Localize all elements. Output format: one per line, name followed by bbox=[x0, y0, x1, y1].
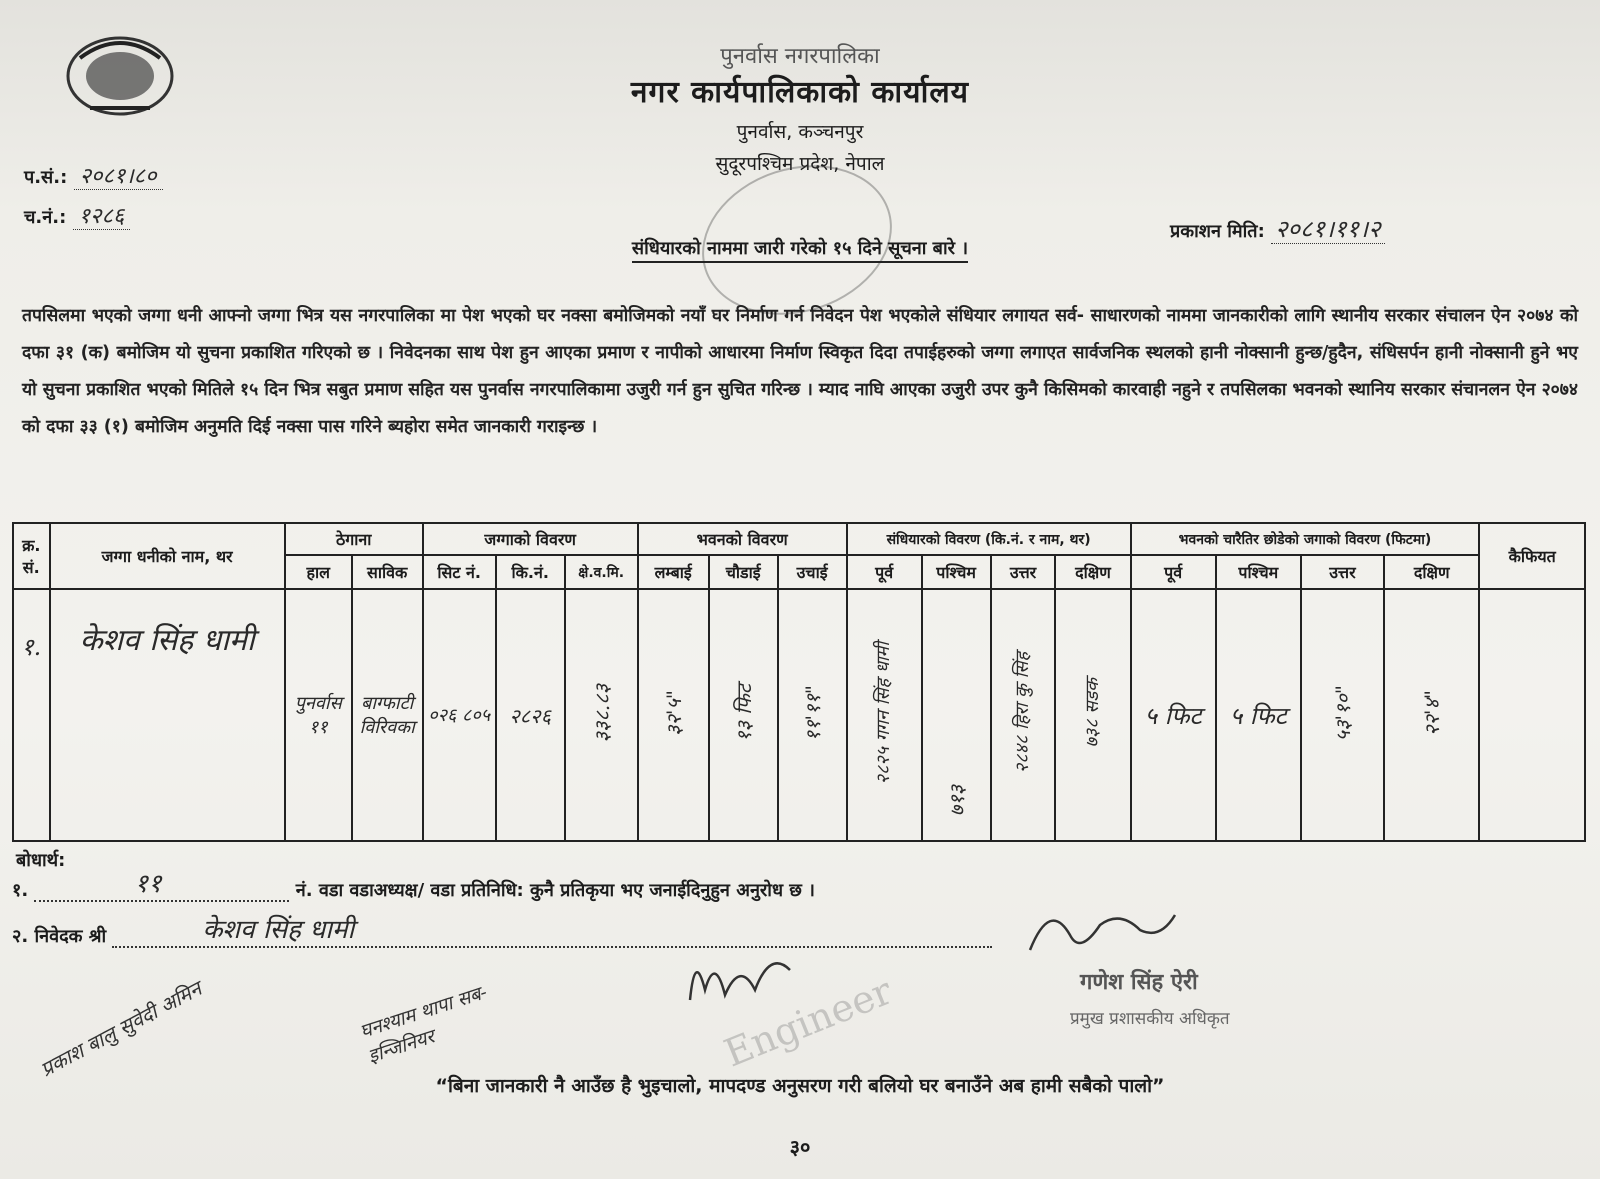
header-former: साविक bbox=[352, 555, 423, 589]
office-address: पुनर्वास, कञ्चनपुर bbox=[736, 121, 864, 143]
cao-title: प्रमुख प्रशासकीय अधिकृत bbox=[1070, 1009, 1230, 1029]
cc-line-1 bbox=[12, 869, 816, 902]
cao-signature-icon bbox=[1020, 895, 1180, 965]
header-n-north: उत्तर bbox=[991, 555, 1056, 589]
signature-surveyor: प्रकाश बालु सुवेदी अमिन bbox=[36, 976, 206, 1082]
applicant-name: केशव सिंह धामी bbox=[202, 915, 355, 945]
header-setback: भवनको चारैतिर छोडेको जगाको विवरण (फिटमा) bbox=[1131, 523, 1480, 555]
office-title: नगर कार्यपालिकाको कार्यालय bbox=[630, 75, 970, 110]
header-height: उचाई bbox=[778, 555, 847, 589]
notice-body: तपसिलमा भएको जग्गा धनी आफ्नो जग्गा भित्र यस नगरपालिका मा पेश भएको घर नक्सा बमोजिमको नयाँ घर निर्माण गर्न निवेदन पेश भएकोले संधियार लगायत सर्व- साधारणको नाममा जानकारीको लागि स्थानीय सरकार संचालन ऐन २०७४ को दफा ३१ (क) बमोजिम यो सुचना प्रकाशित गरिएको छ । निवेदनका साथ पेश हुन आएका प्रमाण र नापीको आधारमा निर्माण स्विकृत दिदा तपाईहरुको जग्गा लगाएत सार्वजनिक स्थलको हानी नोक्सानी हुन्छ/हुदैन, संधिसर्पन हानी नोक्सानी हुने भए यो सुचना प्रकाशित भएको मितिले १५ दिन भित्र सबुत प्रमाण सहित यस पुनर्वास नगरपालिकामा उजुरी गर्न हुन सुचित गरिन्छ । म्याद नाघि आएका उजुरी उपर कुनै किसिमको कारवाही नहुने र तपसिलका भवनको स्थानिय सरकार संचानलन ऐन २०७४ को दफा ३३ (१) बमोजिम अनुमति दिई नक्सा पास गरिने ब्यहोरा समेत जानकारी गराइन्छ । bbox=[22, 306, 1578, 437]
cell-sheet: ०२६ ८०५ bbox=[428, 705, 491, 726]
cell-current: पुनर्वास ११ bbox=[294, 693, 342, 738]
notice-subject bbox=[0, 236, 1600, 260]
header-address: ठेगाना bbox=[285, 523, 423, 555]
cell-area: ३३८.८३ bbox=[589, 683, 614, 743]
header-s-east: पूर्व bbox=[1131, 555, 1216, 589]
header-s-north: उत्तर bbox=[1301, 555, 1384, 589]
cell-height: ११'११" bbox=[800, 684, 825, 742]
header-n-south: दक्षिण bbox=[1055, 555, 1130, 589]
cell-s-west: ५ फिट bbox=[1229, 701, 1287, 730]
header-building: भवनको विवरण bbox=[638, 523, 847, 555]
safety-slogan: “बिना जानकारी नै आउँछ है भुइचालो, मापदण्ड अनुसरण गरी बलियो घर बनाउँने अब हामी सबैको पालो” bbox=[435, 1075, 1165, 1097]
header-s-south: दक्षिण bbox=[1384, 555, 1479, 589]
office-province: सुदूरपश्चिम प्रदेश, नेपाल bbox=[715, 153, 885, 175]
cc-line1-text: नं. वडा वडाअध्यक्ष/ वडा प्रतिनिधि: कुनै प्रतिकृया भए जनाईदिनुहुन अनुरोध छ । bbox=[295, 880, 816, 901]
pubdate-value: २०८१।११।२ bbox=[1271, 215, 1385, 244]
cell-former: बाग्फाटी विरिवका bbox=[359, 693, 415, 738]
ps-value: २०८१।८० bbox=[74, 164, 163, 190]
signature-subengineer: घनश्याम थापा सब-इन्जिनियर bbox=[357, 981, 490, 1068]
header-n-west: पश्चिम bbox=[922, 555, 991, 589]
page-number: ३० bbox=[789, 1135, 811, 1159]
cell-n-east: २८२५ गगन सिंह धामी bbox=[873, 641, 895, 785]
ref-cn bbox=[24, 200, 130, 230]
header-neighbors: संधियारको विवरण (कि.नं. र नाम, थर) bbox=[847, 523, 1131, 555]
header-owner: जग्गा धनीको नाम, थर bbox=[50, 523, 285, 589]
cell-remarks bbox=[1479, 589, 1585, 841]
cn-value: १२८६ bbox=[73, 204, 131, 230]
cell-n-west: ७१३ bbox=[944, 784, 969, 816]
header-sn: क्र. सं. bbox=[13, 523, 50, 589]
cc-line-2 bbox=[12, 915, 992, 948]
ps-label: प.सं.: bbox=[24, 167, 68, 188]
municipality-name: पुनर्वास नगरपालिका bbox=[720, 44, 880, 69]
cell-n-south: ७३८ सडक bbox=[1082, 678, 1104, 748]
cc-ward-no: ११ bbox=[134, 869, 162, 899]
header-s-west: पश्चिम bbox=[1216, 555, 1301, 589]
engineer-stamp: Engineer bbox=[718, 968, 899, 1076]
cell-plot: २८२६ bbox=[509, 703, 551, 728]
cell-s-south: २२'४" bbox=[1420, 690, 1445, 736]
header-length: लम्बाई bbox=[638, 555, 709, 589]
cell-s-north: ५३'१०" bbox=[1330, 684, 1355, 742]
cell-sn: १. bbox=[21, 633, 42, 661]
ref-ps bbox=[24, 160, 163, 190]
cc-label: बोधार्थ: bbox=[16, 850, 66, 871]
cao-name: गणेश सिंह ऐरी bbox=[1080, 970, 1198, 995]
cell-owner: केशव सिंह धामी bbox=[79, 623, 255, 658]
header-current: हाल bbox=[285, 555, 352, 589]
header-width: चौडाई bbox=[709, 555, 778, 589]
header-land: जग्गाको विवरण bbox=[423, 523, 638, 555]
header-sheet: सिट नं. bbox=[423, 555, 496, 589]
table-row bbox=[13, 589, 1585, 841]
cell-n-north: २८४८ हिरा कु सिंह bbox=[1012, 652, 1034, 774]
pubdate-label: प्रकाशन मिति: bbox=[1170, 221, 1265, 242]
header-n-east: पूर्व bbox=[847, 555, 922, 589]
cell-length: ३२'५" bbox=[661, 690, 686, 736]
cell-width: १३ फिट bbox=[731, 684, 756, 742]
cc-line1-prefix: १. bbox=[12, 880, 29, 901]
engineer-signature-icon bbox=[680, 940, 800, 1020]
header-plot: कि.नं. bbox=[496, 555, 565, 589]
subject-text: संधियारको नाममा जारी गरेको १५ दिने सूचना बारे । bbox=[632, 238, 968, 263]
header-remarks: कैफियत bbox=[1479, 523, 1585, 589]
details-table bbox=[12, 522, 1586, 842]
cn-label: च.नं.: bbox=[24, 207, 67, 228]
header-area: क्षे.व.मि. bbox=[565, 555, 638, 589]
cc-line2-prefix: २. निवेदक श्री bbox=[12, 926, 107, 947]
cell-s-east: ५ फिट bbox=[1144, 701, 1202, 730]
